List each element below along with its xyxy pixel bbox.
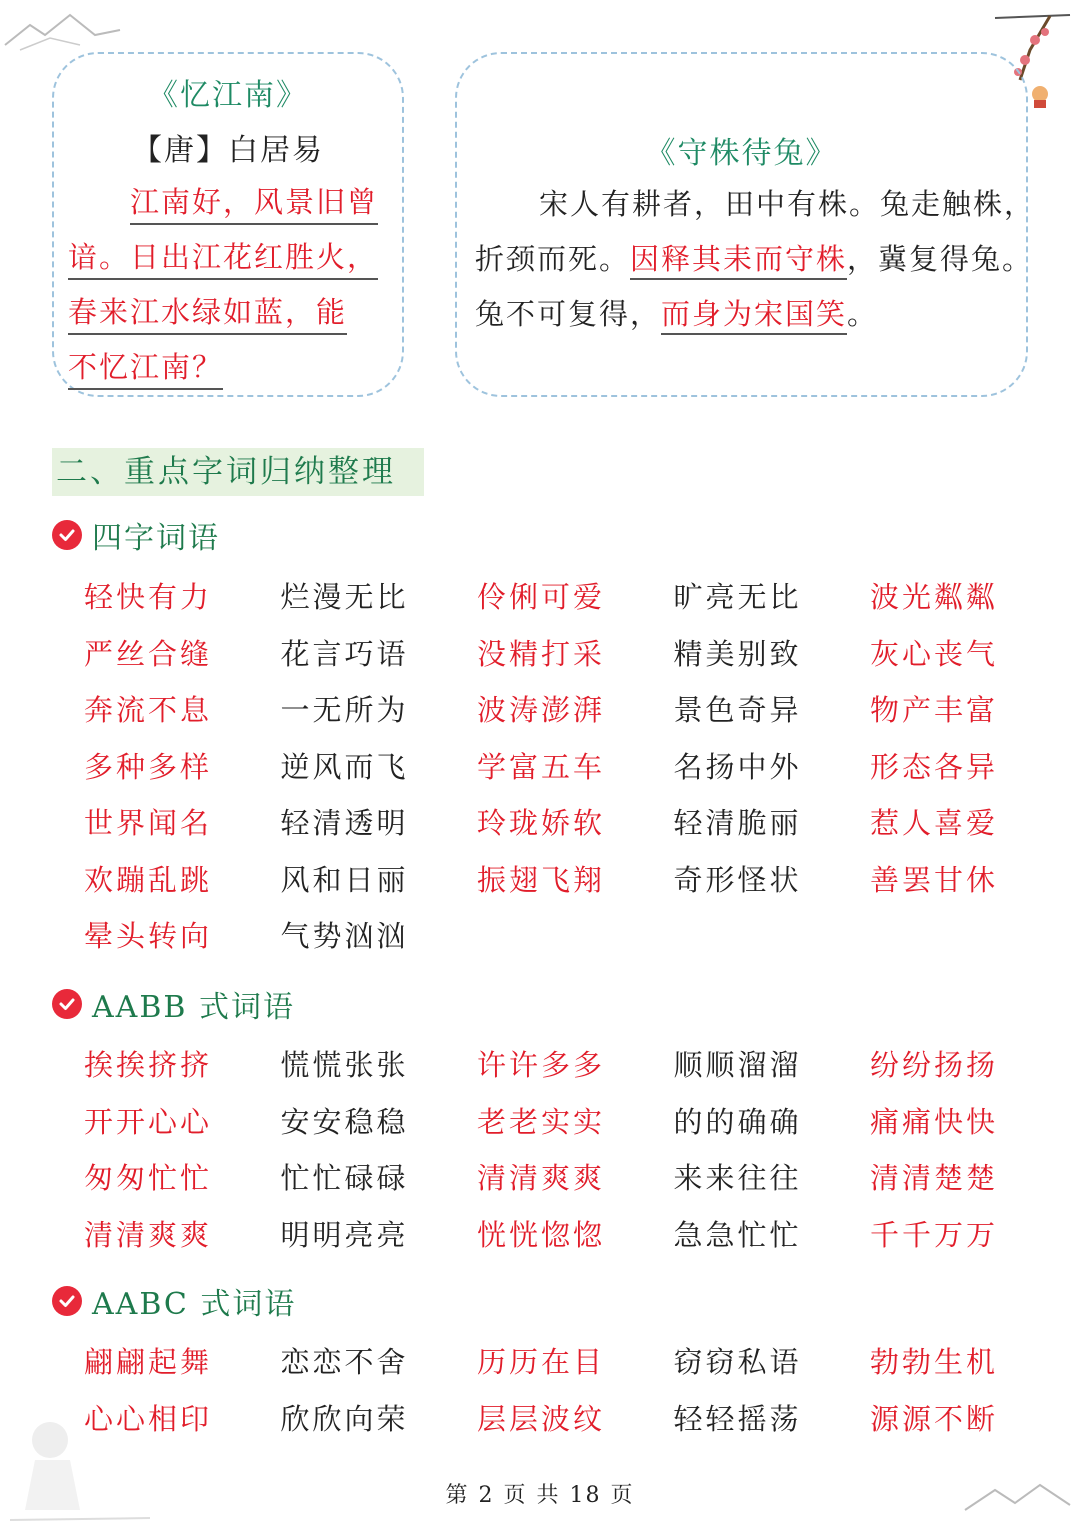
subheading-label: 四字词语 [92,521,220,556]
word-item: 世界闻名 [84,806,213,840]
word-item: 振翅飞翔 [477,862,606,897]
poem-highlight: 而身为宋国笑 [661,297,847,335]
word-item: 顺顺溜溜 [673,1048,802,1082]
word-item: 源源不断 [870,1401,999,1436]
word-item: 恍恍惚惚 [477,1217,606,1252]
word-item: 急急忙忙 [673,1217,802,1252]
word-item: 轻清透明 [280,806,409,840]
poem-box-shou-zhu-dai-tu [455,52,1036,397]
word-item: 匆匆忙忙 [84,1161,213,1195]
subheading-aabc [52,1281,296,1321]
word-item: 的的确确 [673,1104,802,1139]
word-item: 层层波纹 [477,1401,606,1436]
poem-line: 江南好，风景旧曾 [130,180,378,225]
word-item: 许许多多 [477,1048,606,1082]
subheading-label: AABB 式词语 [92,990,295,1025]
word-item: 风和日丽 [280,862,409,897]
word-item: 痛痛快快 [870,1104,999,1139]
word-item: 慌慌张张 [280,1048,409,1082]
word-item: 翩翩起舞 [84,1345,213,1379]
word-item: 惹人喜爱 [870,806,999,840]
poem-line: 不忆江南？ [68,345,223,390]
word-item: 一无所为 [280,693,409,727]
word-item: 物产丰富 [870,693,999,727]
word-item: 波涛澎湃 [477,693,606,727]
poem-line [475,292,878,333]
word-item: 欣欣向荣 [280,1401,409,1436]
subheading-four-char [52,515,220,555]
word-item: 多种多样 [84,749,213,784]
word-item: 纷纷扬扬 [870,1048,999,1082]
poem-author: 【唐】白居易 [132,133,324,168]
poem-text: ，冀复得兔。 [847,242,1034,276]
word-item: 景色奇异 [673,693,802,727]
page-footer: 第 2 页 共 18 页 [445,1483,635,1508]
word-item: 轻快有力 [84,580,213,614]
check-icon [52,520,82,550]
word-item: 灰心丧气 [870,636,999,671]
word-item: 逆风而飞 [280,749,409,784]
subheading-aabb [52,984,295,1024]
poem-line: 谙。日出江花红胜火， [68,235,378,280]
word-item: 严丝合缝 [84,636,213,671]
poem-line: 春来江水绿如蓝，能 [68,290,347,335]
word-item: 轻轻摇荡 [673,1401,802,1436]
poem-box-yi-jiang-nan [52,52,404,397]
word-item: 清清爽爽 [477,1161,606,1195]
word-item: 精美别致 [673,636,802,671]
word-item: 清清爽爽 [84,1217,213,1252]
poem-text: 折颈而死。 [475,242,631,276]
check-icon [52,989,82,1019]
word-item: 没精打采 [477,636,606,671]
word-item: 晕头转向 [84,919,213,953]
poem-title: 《忆江南》 [148,78,308,113]
word-item: 奔流不息 [84,693,213,727]
word-item: 安安稳稳 [280,1104,409,1139]
word-item: 烂漫无比 [280,580,409,614]
poem-text: 兔不可复得， [475,297,662,331]
poem-text: 。 [847,297,879,331]
word-item: 老老实实 [477,1104,606,1139]
word-item: 旷亮无比 [673,580,802,614]
word-item: 善罢甘休 [870,862,999,897]
word-item: 清清楚楚 [870,1161,999,1195]
word-item: 花言巧语 [280,636,409,671]
word-item: 心心相印 [84,1401,213,1436]
word-item: 学富五车 [477,749,606,784]
check-icon [52,1286,82,1316]
word-item: 伶俐可爱 [477,580,606,614]
word-item: 窃窃私语 [673,1345,802,1379]
word-item: 明明亮亮 [280,1217,409,1252]
word-item: 波光粼粼 [870,580,999,614]
poem-highlight: 因释其耒而守株 [630,242,847,280]
section-heading: 二、重点字词归纳整理 [52,448,424,496]
word-item: 忙忙碌碌 [280,1161,409,1195]
word-item: 开开心心 [84,1104,213,1139]
word-item: 形态各异 [870,749,999,784]
word-item: 挨挨挤挤 [84,1048,213,1082]
poem-line [475,237,1033,278]
word-item: 玲珑娇软 [477,806,606,840]
mountain-decoration-top-left [0,0,130,60]
word-item: 气势汹汹 [280,919,409,953]
word-item: 奇形怪状 [673,862,802,897]
word-item: 名扬中外 [673,749,802,784]
word-item: 千千万万 [870,1217,999,1252]
word-item: 轻清脆丽 [673,806,802,840]
subheading-label: AABC 式词语 [92,1287,297,1322]
word-item: 勃勃生机 [870,1345,999,1379]
word-item: 恋恋不舍 [280,1345,409,1379]
word-item: 来来往往 [673,1161,802,1195]
word-item: 历历在目 [477,1345,606,1379]
poem-title: 《守株待兔》 [645,136,838,171]
word-item: 欢蹦乱跳 [84,862,213,897]
poem-line: 宋人有耕者，田中有株。兔走触株， [539,187,1036,221]
